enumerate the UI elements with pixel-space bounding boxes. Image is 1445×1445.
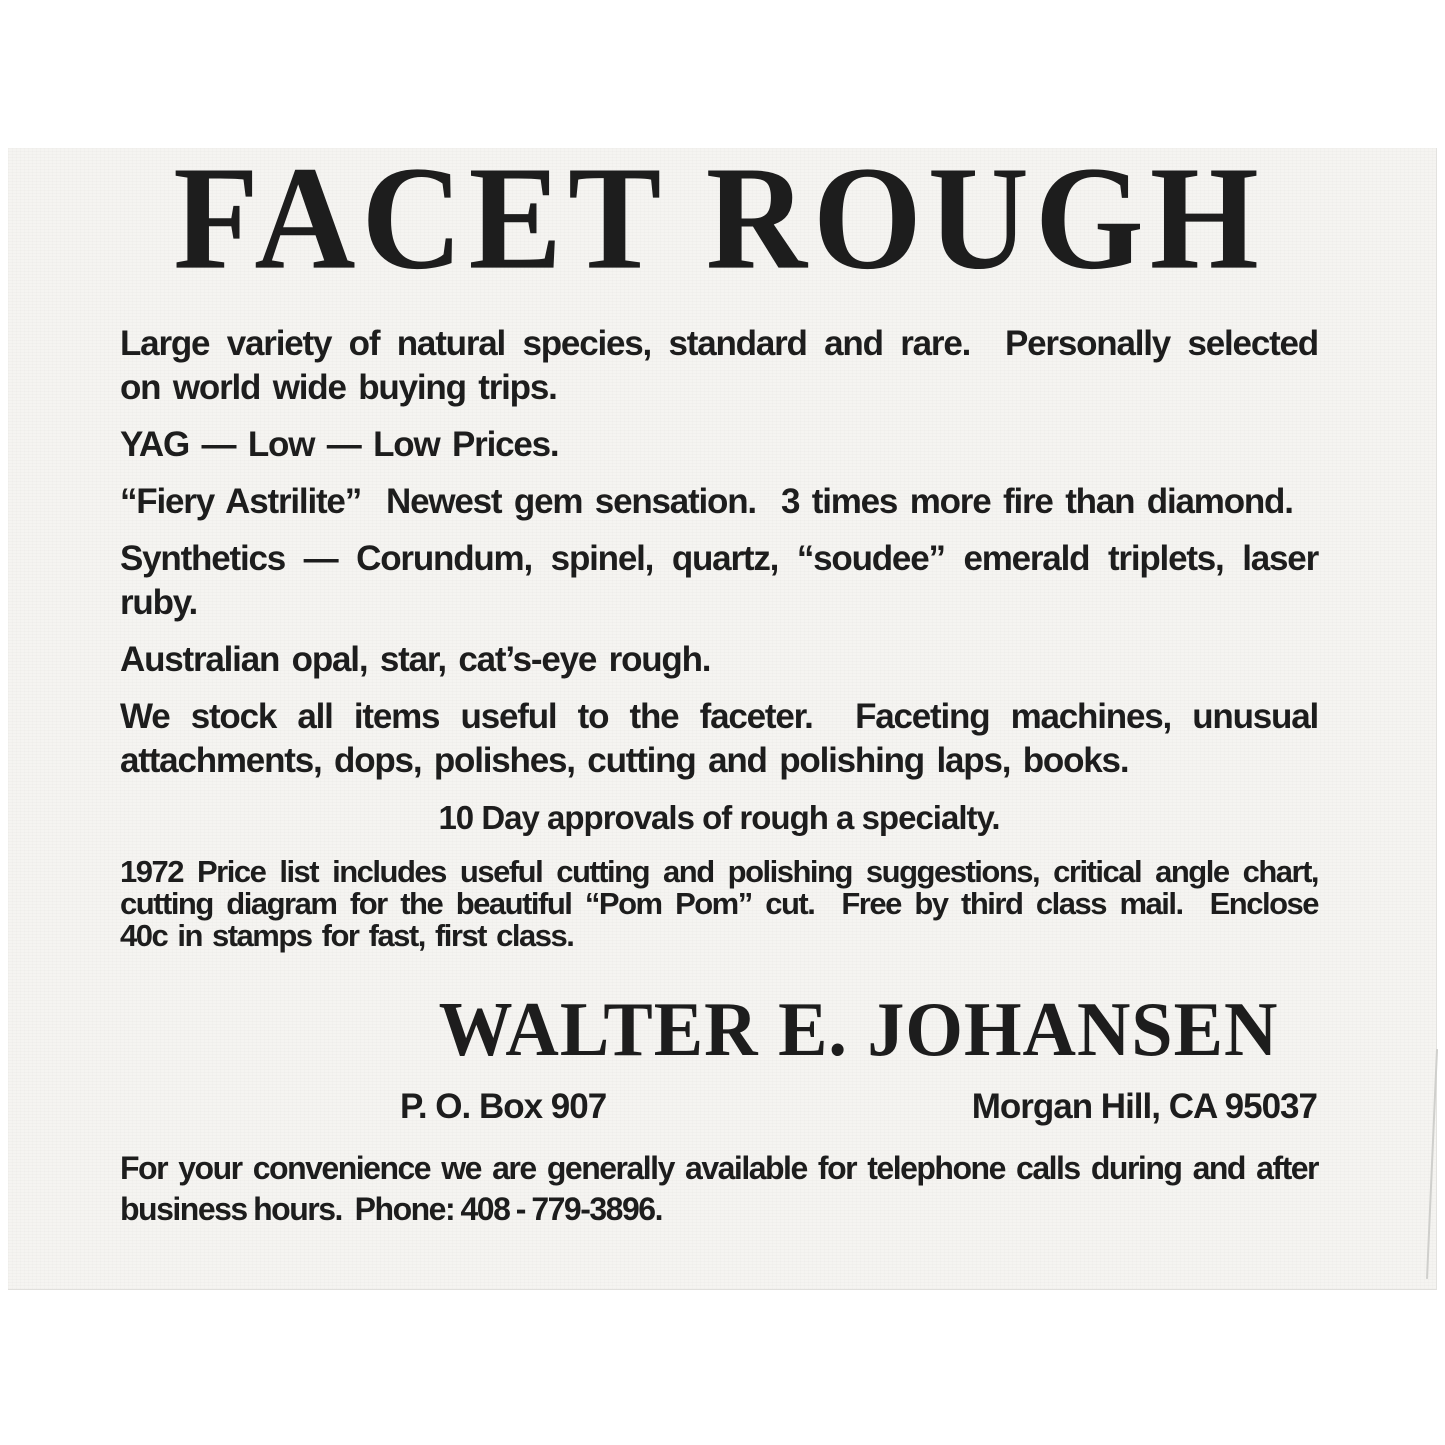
astrilite-paragraph: “Fiery Astrilite” Newest gem sensation. 3 times more fire than diamond.	[120, 482, 1293, 521]
contact-block	[400, 986, 1317, 1129]
ad-content	[8, 136, 1436, 1289]
ad-title: FACET ROUGH	[173, 136, 1265, 301]
stock-items-paragraph: We stock all items useful to the faceter. Faceting machines, unusual attachments, dops, polishes, cutting and polishing laps, books.	[120, 697, 1318, 780]
approvals-note: 10 Day approvals of rough a specialty.	[438, 799, 1000, 836]
phone-paragraph: For your convenience we are generally available for telephone calls during and after business hours. Phone: 408 - 779-3896.	[120, 1150, 1318, 1227]
po-box: P. O. Box 907	[400, 1087, 607, 1126]
dealer-name: WALTER E. JOHANSEN	[438, 986, 1279, 1073]
intro-paragraph: Large variety of natural species, standard and rare. Personally selected on world wide buying trips.	[120, 324, 1318, 407]
price-list-paragraph: 1972 Price list includes useful cutting and polishing suggestions, critical angle chart, cutting diagram for the beautiful “Pom Pom” cut. Free by third class mail. Enclose 40c in stamps for fast, first class.	[120, 854, 1318, 953]
opal-rough-line: Australian opal, star, cat’s-eye rough.	[120, 640, 711, 679]
address-row	[400, 1085, 1317, 1129]
yag-prices-line: YAG — Low — Low Prices.	[120, 425, 559, 464]
city-state-zip: Morgan Hill, CA 95037	[971, 1087, 1317, 1126]
synthetics-paragraph: Synthetics — Corundum, spinel, quartz, “soudee” emerald triplets, laser ruby.	[120, 539, 1318, 622]
ad-paper	[8, 136, 1437, 1290]
